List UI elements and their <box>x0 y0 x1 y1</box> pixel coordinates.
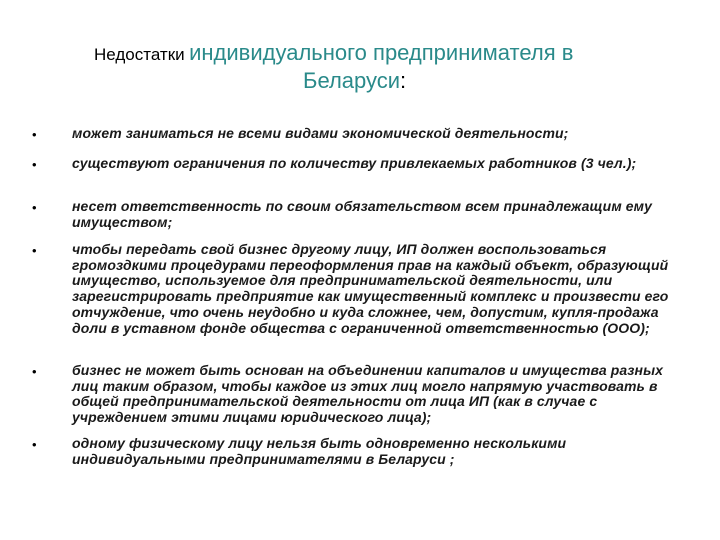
title-link-part-2[interactable]: Беларуси <box>303 68 401 93</box>
title-colon: : <box>400 68 407 93</box>
title-link-part-1[interactable]: индивидуального предпринимателя в <box>189 40 574 65</box>
list-item-text: чтобы передать свой бизнес другому лицу, ИП должен воспользоваться громоздкими процедурами переоформления прав на каждый объект, образующий имущество, используемое для предпринимательской деятельности, или зарегистрировать предприятие как имущественный комплекс и произвести его отчуждение, что очень неудобно и куда сложнее, чем, допустим, купля-продажа доли в уставном фонде общества с ограниченной ответственностью (ООО); <box>72 241 669 336</box>
list-item-text: одному физическому лицу нельзя быть одновременно несколькими индивидуальными предпринимателями в Беларуси ; <box>72 435 567 467</box>
bullet-icon: • <box>32 157 37 172</box>
bullet-icon: • <box>32 243 37 258</box>
bullet-icon: • <box>32 364 37 379</box>
bullet-icon: • <box>32 200 37 215</box>
list-item-text: несет ответственность по своим обязательством всем принадлежащим ему имуществом; <box>72 198 653 230</box>
title-prefix: Недостатки <box>94 45 185 64</box>
list-item-text: существуют ограничения по количеству привлекаемых работников (3 чел.); <box>72 155 637 171</box>
bullet-icon: • <box>32 127 37 142</box>
list-item-text: бизнес не может быть основан на объединении капиталов и имущества разных лиц таким образом, чтобы каждое из этих лиц могло напрямую участвовать в общей предпринимательской деятельности от лица ИП (как в случае с учреждением этими лицами юридического лица); <box>72 362 664 426</box>
bullet-icon: • <box>32 437 37 452</box>
list-item-text: может заниматься не всеми видами экономической деятельности; <box>72 125 569 141</box>
